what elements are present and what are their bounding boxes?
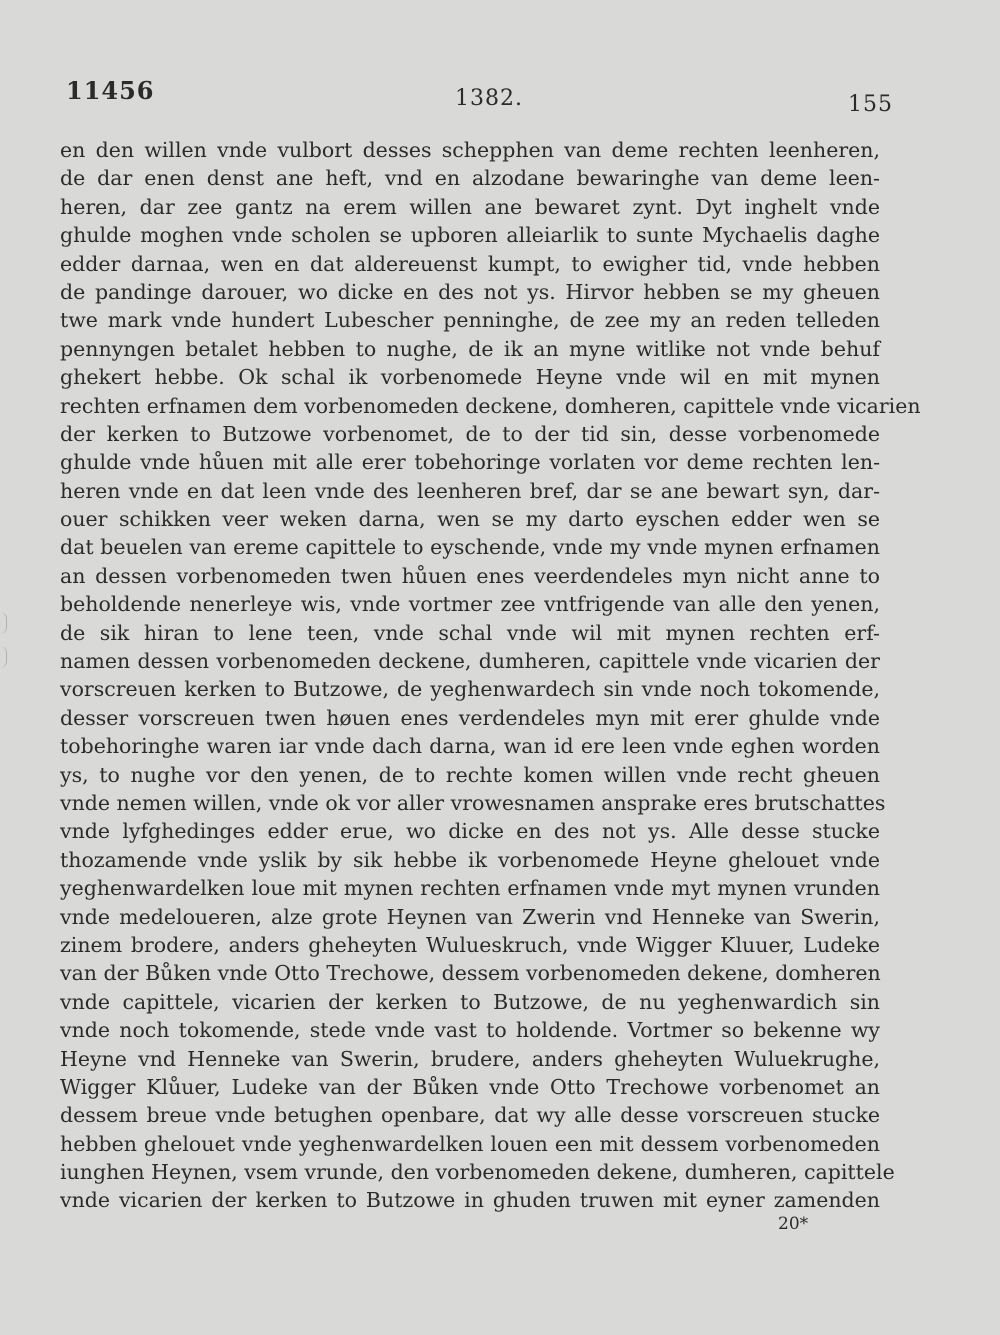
text-line: ys, to nughe vor den yenen, de to rechte komen willen vnde recht gheuen — [60, 762, 880, 787]
text-line: edder darnaa, wen en dat aldereuenst kumpt, to ewigher tid, vnde hebben — [60, 251, 880, 276]
year-heading: 1382. — [455, 86, 523, 111]
text-line: rechten erfnamen dem vorbenomeden deckene, domheren, capittele vnde vicarien — [60, 393, 921, 418]
text-line: vnde lyfghedinges edder erue, wo dicke en des not ys. Alle desse stucke — [60, 819, 880, 844]
text-line: heren, dar zee gantz na erem willen ane bewaret zynt. Dyt inghelt vnde — [60, 194, 880, 219]
text-line: de sik hiran to lene teen, vnde schal vnde wil mit mynen rechten erf- — [60, 620, 880, 645]
page-edge-mark — [0, 646, 7, 668]
text-line: vnde capittele, vicarien der kerken to Butzowe, de nu yeghenwardich sin — [60, 989, 880, 1014]
text-line: ghulde moghen vnde scholen se upboren alleiarlik to sunte Mychaelis daghe — [60, 223, 880, 248]
text-line: vorscreuen kerken to Butzowe, de yeghenwardech sin vnde noch tokomende, — [60, 677, 880, 702]
text-line: der kerken to Butzowe vorbenomet, de to der tid sin, desse vorbenomede — [60, 421, 880, 446]
signature-mark: 20* — [778, 1214, 809, 1234]
text-line: dat beuelen van ereme capittele to eyschende, vnde my vnde mynen erfnamen — [60, 535, 880, 560]
text-line: hebben ghelouet vnde yeghenwardelken louen een mit dessem vorbenomeden — [60, 1131, 880, 1156]
text-line: Heyne vnd Henneke van Swerin, brudere, anders gheheyten Wuluekrughe, — [60, 1046, 880, 1071]
text-line: an dessen vorbenomeden twen hůuen enes veerdendeles myn nicht anne to — [60, 563, 880, 588]
text-line: Wigger Klůuer, Ludeke van der Bůken vnde Otto Trechowe vorbenomet an — [60, 1074, 880, 1099]
text-line: vnde nemen willen, vnde ok vor aller vrowesnamen ansprake eres brutschattes — [60, 790, 886, 815]
text-line: beholdende nenerleye wis, vnde vortmer zee vntfrigende van alle den yenen, — [60, 592, 880, 617]
text-line: thozamende vnde yslik by sik hebbe ik vorbenomede Heyne ghelouet vnde — [60, 847, 880, 872]
text-line: twe mark vnde hundert Lubescher penninghe, de zee my an reden telleden — [60, 308, 880, 333]
text-line: tobehoringhe waren iar vnde dach darna, wan id ere leen vnde eghen worden — [60, 734, 880, 759]
text-line: iunghen Heynen, vsem vrunde, den vorbenomeden dekene, dumheren, capittele — [60, 1160, 895, 1185]
text-line: desser vorscreuen twen høuen enes verdendeles myn mit erer ghulde vnde — [60, 705, 880, 730]
page-edge-mark — [0, 612, 7, 634]
text-line: heren vnde en dat leen vnde des leenheren bref, dar se ane bewart syn, dar- — [60, 478, 880, 503]
text-line: vnde vicarien der kerken to Butzowe in ghuden truwen mit eyner zamenden — [60, 1188, 880, 1213]
body-text — [60, 136, 921, 1215]
text-line: en den willen vnde vulbort desses schepphen van deme rechten leenheren, — [60, 138, 880, 162]
text-line: van der Bůken vnde Otto Trechowe, dessem vorbenomeden dekene, domheren — [60, 961, 881, 986]
text-line: zinem brodere, anders gheheyten Wulueskruch, vnde Wigger Kluuer, Ludeke — [60, 932, 880, 957]
text-line: vnde medeloueren, alze grote Heynen van Zwerin vnd Henneke van Swerin, — [60, 904, 880, 929]
text-line: ouer schikken veer weken darna, wen se my darto eyschen edder wen se — [60, 507, 880, 532]
text-line: de dar enen denst ane heft, vnd en alzodane bewaringhe van deme leen- — [60, 166, 880, 191]
text-line: namen dessen vorbenomeden deckene, dumheren, capittele vnde vicarien der — [60, 649, 880, 674]
text-line: yeghenwardelken loue mit mynen rechten erfnamen vnde myt mynen vrunden — [60, 876, 880, 901]
text-line: vnde noch tokomende, stede vnde vast to holdende. Vortmer so bekenne wy — [60, 1018, 880, 1043]
text-line: pennyngen betalet hebben to nughe, de ik an myne witlike not vnde behuf — [60, 336, 880, 361]
page-number: 155 — [848, 92, 893, 117]
text-line: dessem breue vnde betughen openbare, dat wy alle desse vorscreuen stucke — [60, 1103, 880, 1128]
text-line: ghekert hebbe. Ok schal ik vorbenomede Heyne vnde wil en mit mynen — [60, 365, 880, 390]
text-line: ghulde vnde hůuen mit alle erer tobehoringe vorlaten vor deme rechten len- — [60, 450, 880, 475]
text-line: de pandinge darouer, wo dicke en des not ys. Hirvor hebben se my gheuen — [60, 279, 880, 304]
document-number: 11456 — [66, 76, 155, 105]
